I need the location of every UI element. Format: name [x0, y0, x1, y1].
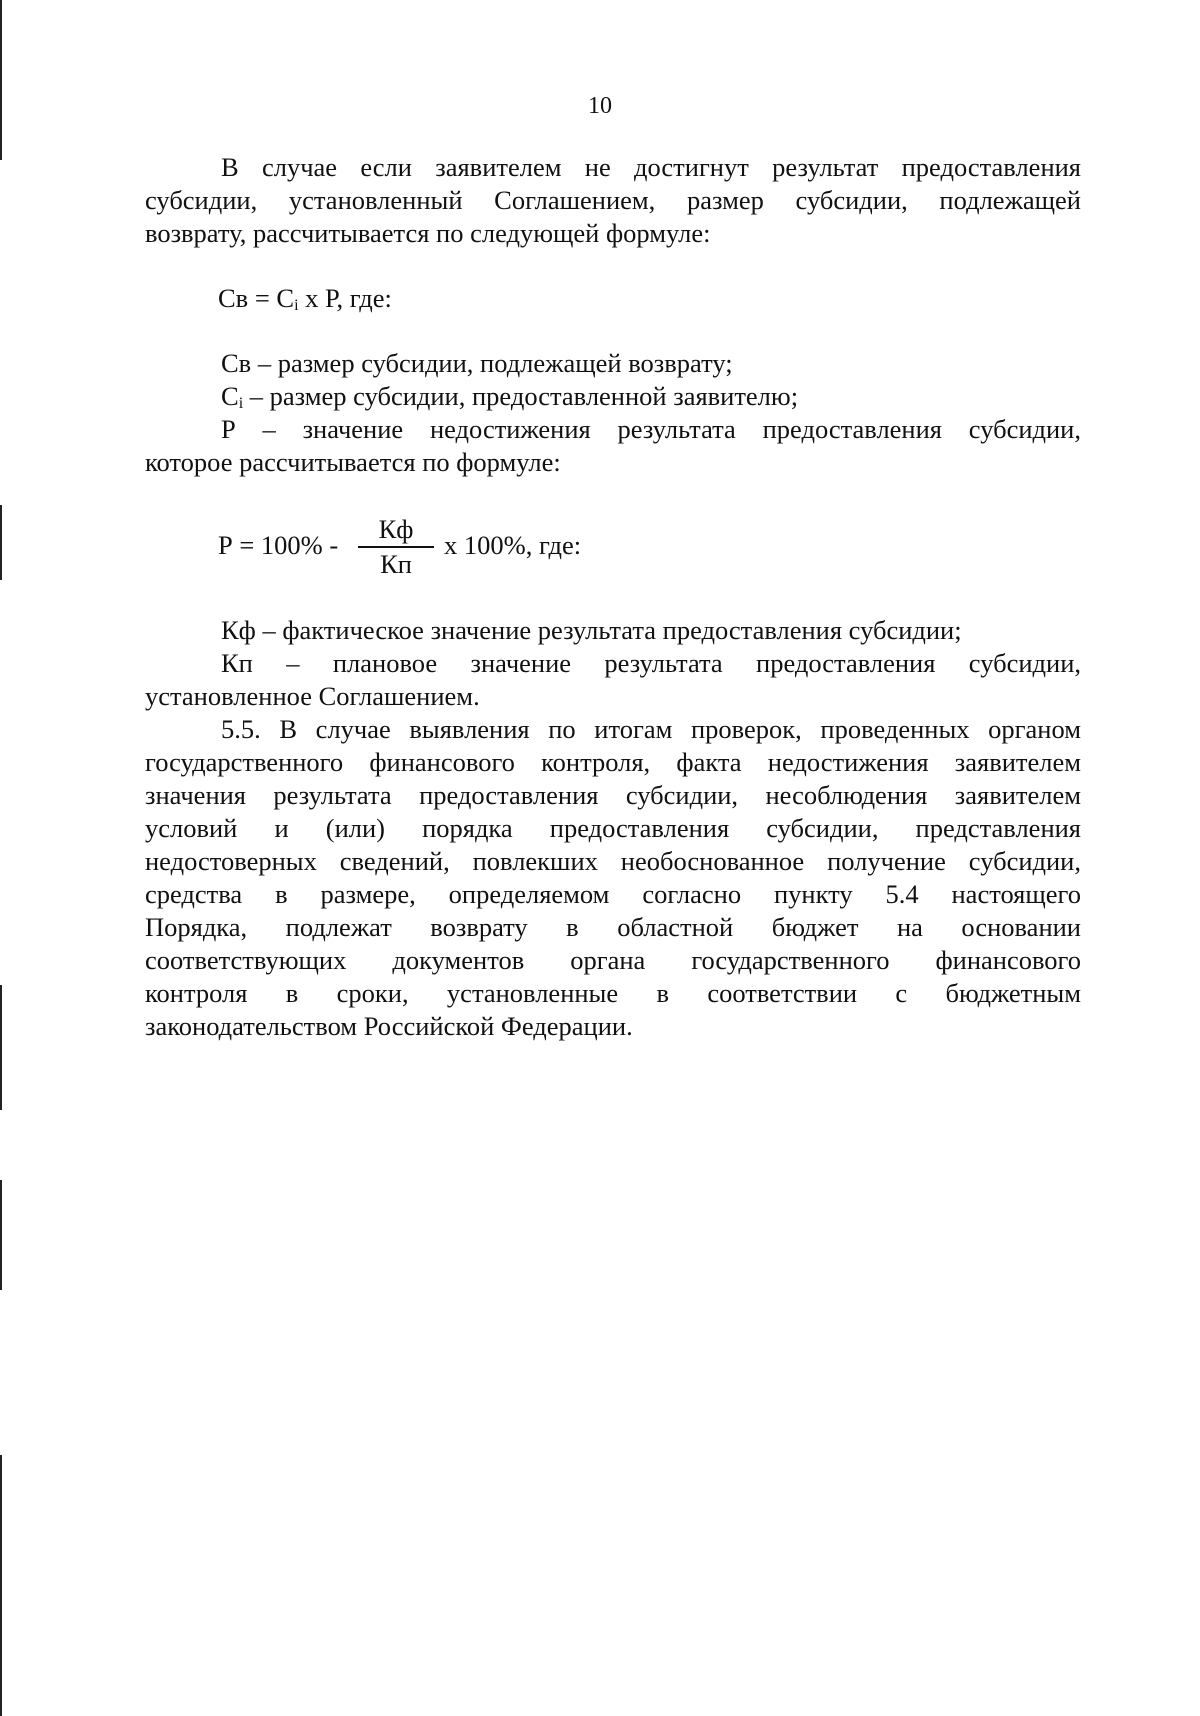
definition-ci — [145, 380, 1081, 413]
ci-subscript: i — [238, 395, 244, 412]
ci-text: – размер субсидии, предоставленной заявителю; — [243, 381, 799, 411]
formula-lhs: Св = С — [218, 283, 295, 313]
formula-rhs: х 100%, где: — [444, 530, 582, 560]
page-number: 10 — [588, 93, 612, 119]
text-line: государственного финансового контроля, факта недостижения заявителем — [145, 747, 1081, 777]
intro-paragraph — [145, 151, 1081, 250]
definition-kp: Кп – плановое значение результата предоставления субсидии, — [221, 648, 1081, 678]
text-line: законодательством Российской Федерации. — [145, 1011, 633, 1041]
fraction-numerator: Кф — [378, 514, 414, 544]
definition-kf: Кф – фактическое значение результата предоставления субсидии; — [221, 615, 962, 645]
scan-margin-mark — [0, 0, 2, 160]
fraction-denominator: Кп — [380, 549, 412, 579]
text-line: 5.5. В случае выявления по итогам проверок, проведенных органом — [221, 714, 1081, 744]
text-line: условий и (или) порядка предоставления субсидии, представления — [145, 813, 1081, 843]
formula-fraction — [358, 514, 434, 580]
refund-formula — [218, 282, 392, 315]
scan-margin-mark — [0, 985, 2, 1110]
text-line: контроля в сроки, установленные в соответствии с бюджетным — [145, 978, 1081, 1008]
text-line: недостоверных сведений, повлекших необоснованное получение субсидии, — [145, 846, 1081, 876]
scan-margin-mark — [0, 1180, 2, 1290]
scan-margin-mark — [0, 1455, 2, 1716]
text-line: соответствующих документов органа государственного финансового — [145, 945, 1081, 975]
text-line: возврату, рассчитывается по следующей формуле: — [145, 218, 711, 248]
fraction-bar — [358, 546, 434, 548]
formula-rhs: х Р, где: — [298, 283, 392, 313]
text-line: В случае если заявителем не достигнут результат предоставления — [221, 152, 1081, 182]
refund-definitions — [145, 347, 1081, 479]
definition-kp-continued: установленное Соглашением. — [145, 681, 480, 711]
formula-subscript: i — [294, 297, 299, 314]
text-line: значения результата предоставления субсидии, несоблюдения заявителем — [145, 780, 1081, 810]
text-line: Порядка, подлежат возврату в областной бюджет на основании — [145, 912, 1081, 942]
shortfall-definitions — [145, 614, 1081, 713]
scan-margin-mark — [0, 505, 2, 580]
text-line: субсидии, установленный Соглашением, размер субсидии, подлежащей — [145, 185, 1081, 215]
ci-symbol: С — [221, 381, 239, 411]
definition-cv: Св – размер субсидии, подлежащей возврату; — [221, 348, 733, 378]
text-line: средства в размере, определяемом согласно пункту 5.4 настоящего — [145, 879, 1081, 909]
section-5-5-paragraph — [145, 713, 1081, 1043]
definition-p-continued: которое рассчитывается по формуле: — [145, 447, 561, 477]
definition-p: Р – значение недостижения результата предоставления субсидии, — [221, 414, 1081, 444]
formula-lhs: Р = 100% - — [218, 530, 339, 560]
